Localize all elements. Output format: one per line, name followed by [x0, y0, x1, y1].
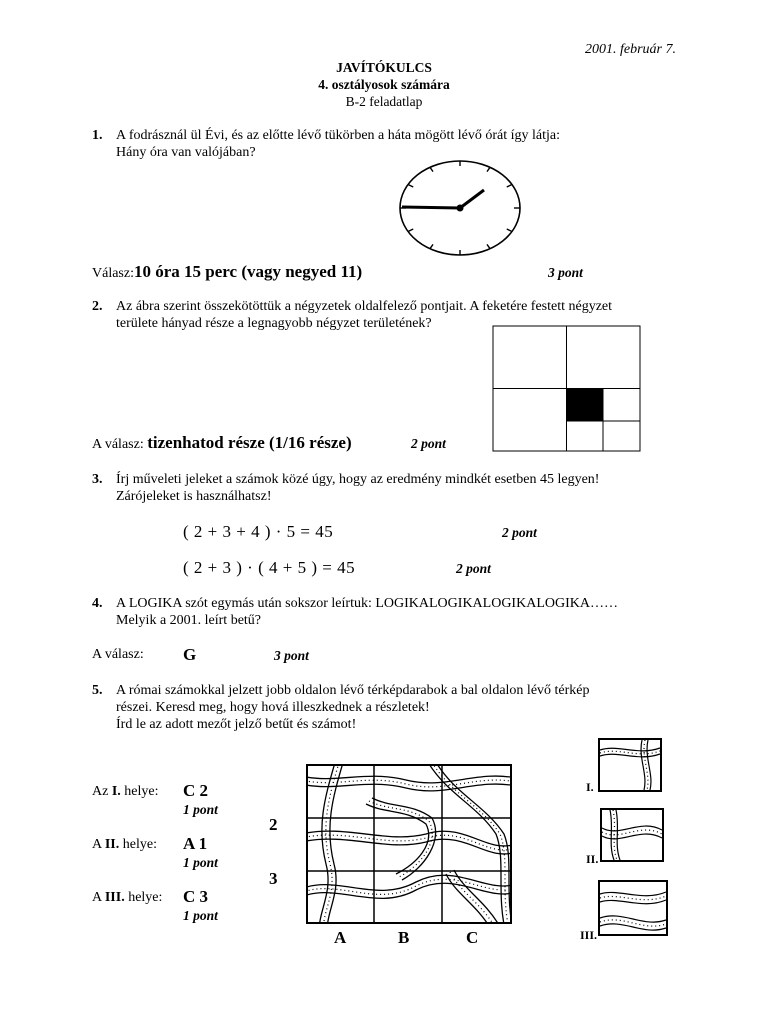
- piece-label: III.: [580, 928, 598, 942]
- answer-row-3: [92, 890, 162, 906]
- map-piece-2: [600, 808, 664, 862]
- question-text: A fodrásznál ül Évi, és az előtte lévő tükörben a háta mögött lévő órát így látja:: [116, 128, 560, 143]
- sheet-label: B-2 feladatlap: [345, 94, 423, 109]
- points: 2 pont: [411, 436, 446, 451]
- question-number: 2.: [92, 299, 103, 314]
- answer-row-2: [92, 837, 157, 853]
- roman-numeral: III.: [104, 890, 125, 905]
- points: 3 pont: [274, 648, 309, 663]
- question-1: [92, 127, 676, 161]
- question-text: Zárójeleket is használhatsz!: [116, 489, 272, 504]
- column-label: B: [398, 928, 410, 947]
- clock-tick: [408, 229, 413, 232]
- question-text: Melyik a 2001. leírt betű?: [116, 613, 262, 628]
- piece-label: II.: [586, 852, 599, 866]
- document-subtitle: 4. osztályosok számára: [318, 77, 450, 92]
- answer-value: C 2: [183, 781, 209, 800]
- question-text: Írd le az adott mezőt jelző betűt és számot!: [116, 717, 357, 732]
- points: 3 pont: [548, 265, 583, 280]
- clock-tick: [430, 167, 433, 171]
- answer-row-1: [92, 784, 159, 800]
- question-number: 5.: [92, 683, 103, 698]
- map-grid: [306, 764, 512, 924]
- points: 1 pont: [183, 802, 218, 817]
- column-label: A: [334, 928, 347, 947]
- map-piece-1: [598, 738, 662, 792]
- equation-2: ( 2 + 3 ) · ( 4 + 5 ) = 45: [183, 558, 356, 577]
- question-text: A LOGIKA szót egymás után sokszor leírtuk: LOGIKALOGIKALOGIKALOGIKA……: [116, 596, 618, 611]
- column-label: C: [466, 928, 479, 947]
- answer-value: tizenhatod része (1/16 része): [147, 433, 352, 452]
- clock-tick: [487, 244, 490, 248]
- nested-squares-figure: [492, 325, 642, 453]
- question-text: területe hányad része a legnagyobb négyzet területének?: [116, 316, 432, 331]
- piece-label: I.: [586, 780, 594, 794]
- answer-suffix: helye:: [124, 784, 159, 799]
- answer-value: A 1: [183, 834, 208, 853]
- map-piece-3: [598, 880, 668, 936]
- equation-1: ( 2 + 3 + 4 ) · 5 = 45: [183, 522, 334, 541]
- question-4: [92, 595, 676, 629]
- points: 1 pont: [183, 908, 218, 923]
- points: 2 pont: [456, 561, 491, 576]
- question-text: részei. Keresd meg, hogy hová illeszkednek a részletek!: [116, 700, 430, 715]
- clock-tick: [408, 185, 413, 188]
- roman-numeral: I.: [111, 784, 121, 799]
- answer-prefix: Az: [92, 784, 109, 799]
- answer-value: C 3: [183, 887, 209, 906]
- question-text: Az ábra szerint összekötöttük a négyzetek oldalfelező pontjait. A feketére festett négyzet: [116, 299, 613, 314]
- answer-prefix: A: [92, 890, 102, 905]
- answer-value: 10 óra 15 perc (vagy negyed 11): [133, 262, 363, 281]
- points: 2 pont: [502, 525, 537, 540]
- answer-value: G: [183, 645, 197, 664]
- question-3: [92, 471, 676, 505]
- clock-tick: [430, 244, 433, 248]
- question-text: A római számokkal jelzett jobb oldalon lévő térképdarabok a bal oldalon lévő térkép: [116, 683, 590, 698]
- clock-tick: [507, 185, 512, 188]
- roman-numeral: II.: [104, 837, 120, 852]
- clock-tick: [487, 167, 490, 171]
- question-number: 1.: [92, 128, 103, 143]
- question-text: Hány óra van valójában?: [116, 145, 256, 160]
- date: 2001. február 7.: [585, 42, 676, 57]
- row-label: 3: [269, 869, 278, 888]
- points: 1 pont: [183, 855, 218, 870]
- answer-label: A válasz:: [92, 437, 144, 452]
- question-number: 3.: [92, 472, 103, 487]
- answer-2: [92, 433, 352, 453]
- document-title: JAVÍTÓKULCS: [336, 60, 432, 75]
- answer-label: A válasz:: [92, 647, 144, 662]
- mirrored-clock: [398, 160, 526, 264]
- question-number: 4.: [92, 596, 103, 611]
- question-text: Írj műveleti jeleket a számok közé úgy, hogy az eredmény mindkét esetben 45 legyen!: [116, 472, 600, 487]
- row-label: 2: [269, 815, 278, 834]
- question-5: [92, 682, 676, 733]
- clock-tick: [507, 229, 512, 232]
- answer-1: [92, 262, 362, 282]
- answer-label: Válasz:: [92, 266, 134, 281]
- answer-prefix: A: [92, 837, 102, 852]
- answer-suffix: helye:: [122, 837, 157, 852]
- answer-suffix: helye:: [128, 890, 163, 905]
